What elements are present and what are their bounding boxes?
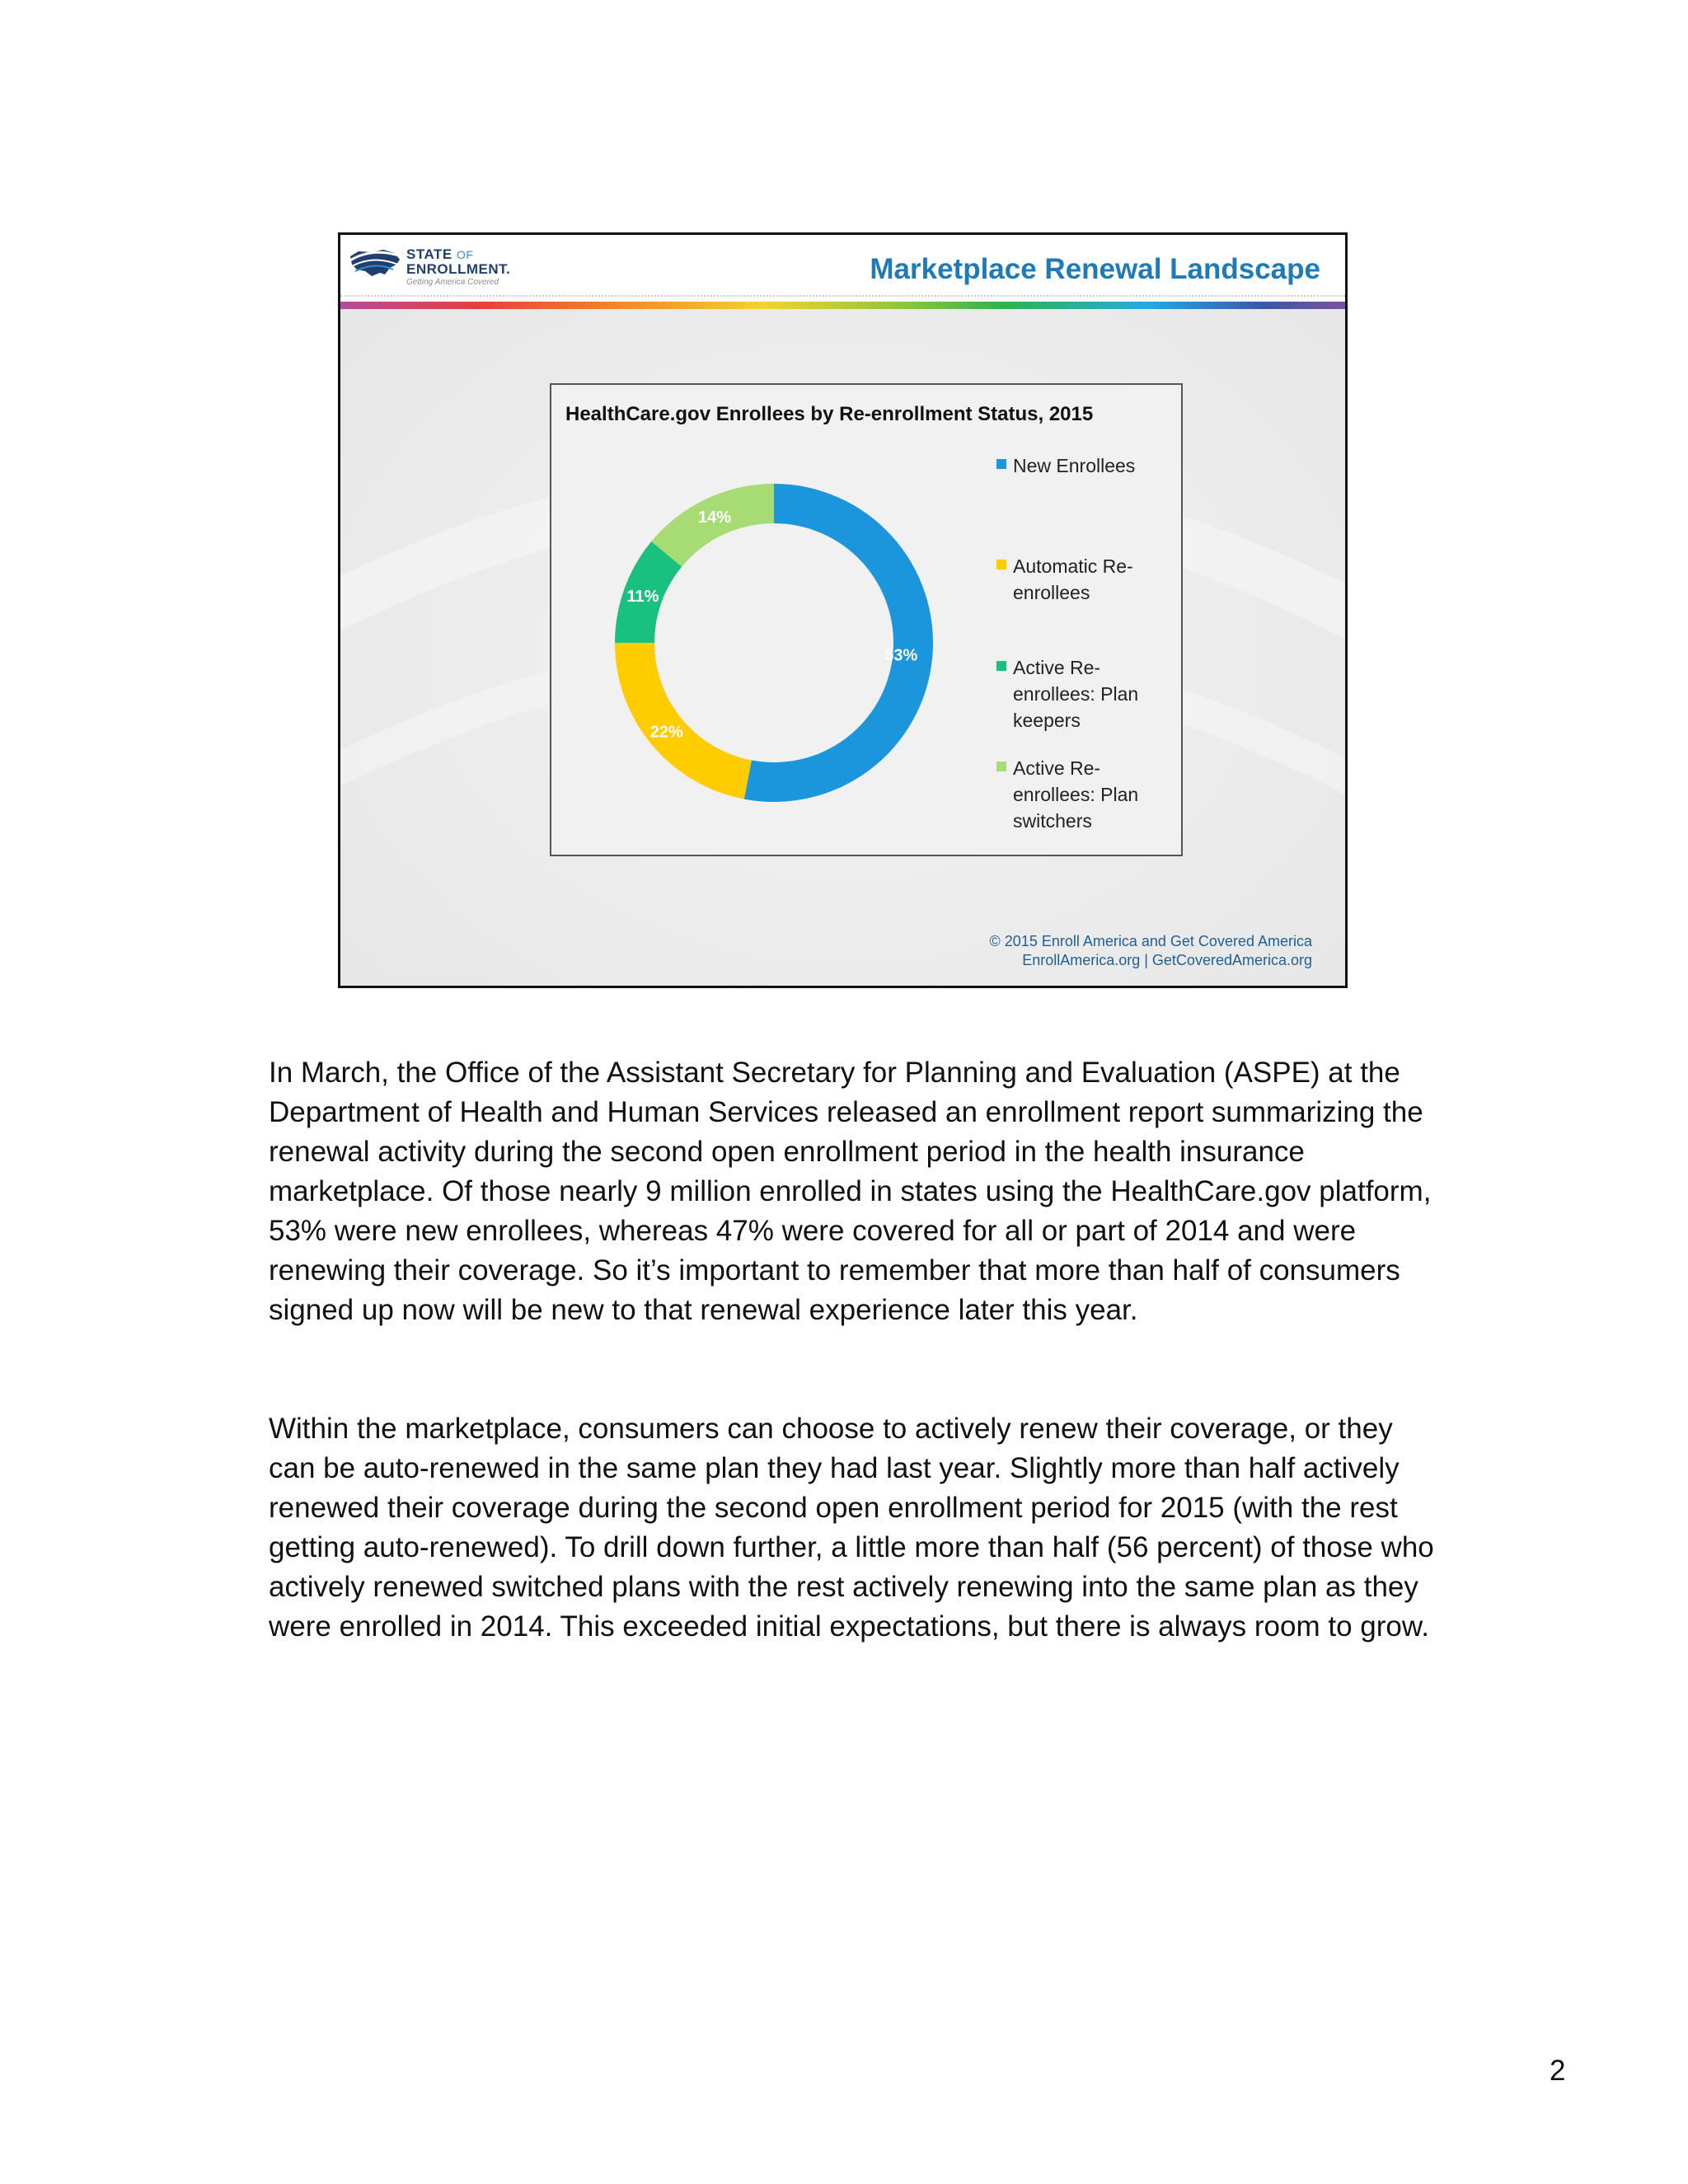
slide-title: Marketplace Renewal Landscape: [870, 253, 1320, 285]
slide-header: [340, 235, 1345, 307]
data-label-plan-switchers: 14%: [698, 509, 732, 527]
state-of-enrollment-logo: STATE OF ENROLLMENT. Getting America Covered: [347, 241, 512, 293]
data-label-new-enrollees: 53%: [884, 646, 918, 665]
slide-image: [338, 232, 1348, 988]
rainbow-stripe: [340, 302, 1345, 309]
legend-swatch: [996, 560, 1006, 569]
paragraph-1: In March, the Office of the Assistant Secretary for Planning and Evaluation (ASPE) at the Department of Health and Human Services released an enrollment report summarizing the renewal activity during the second open enrollment period in the health insurance marketplace. Of those nearly 9 million enrolled in states using the HealthCare.gov platform, 53% were new enrollees, whereas 47% were covered for all or part of 2014 and were renewing their coverage. So it’s important to remember that more than half of consumers signed up now will be new to that renewal experience later this year.: [269, 1057, 1432, 1326]
website-line: EnrollAmerica.org | GetCoveredAmerica.org: [1022, 952, 1312, 968]
legend-label: Active Re- enrollees: Plan switchers: [1013, 757, 1139, 832]
legend-label: Active Re- enrollees: Plan keepers: [1013, 657, 1139, 731]
copyright-notice: [990, 932, 1312, 970]
legend-swatch: [996, 762, 1006, 771]
page-number: 2: [1550, 2055, 1566, 2087]
copyright-line: © 2015 Enroll America and Get Covered America: [989, 933, 1312, 949]
chart-box: [550, 383, 1183, 856]
legend-swatch: [996, 459, 1006, 469]
legend-label: New Enrollees: [1013, 455, 1136, 476]
paragraph-2: Within the marketplace, consumers can choose to actively renew their coverage, or they can be auto-renewed in the same plan they had last year. Slightly more than half actively renewed their coverage during the second open enrollment period for 2015 (with the rest getting auto-renewed). To drill down further, a little more than half (56 percent) of those who actively renewed switched plans with the rest actively renewing into the same plan as they were enrolled in 2014. This exceeded initial expectations, but there is always room to grow.: [269, 1413, 1434, 1643]
header-divider: [340, 295, 1345, 297]
data-label-automatic-re-enrollees: 22%: [649, 723, 683, 742]
data-label-plan-keepers: 11%: [626, 587, 659, 606]
donut-slice-automatic-re-enrollees: [615, 643, 752, 799]
chart-title: HealthCare.gov Enrollees by Re-enrollment Status, 2015: [565, 403, 1094, 425]
legend-label: Automatic Re- enrollees: [1013, 555, 1133, 603]
legend-swatch: [996, 661, 1006, 671]
us-map-icon: [347, 245, 403, 286]
donut-slice-new-enrollees: [744, 484, 933, 802]
